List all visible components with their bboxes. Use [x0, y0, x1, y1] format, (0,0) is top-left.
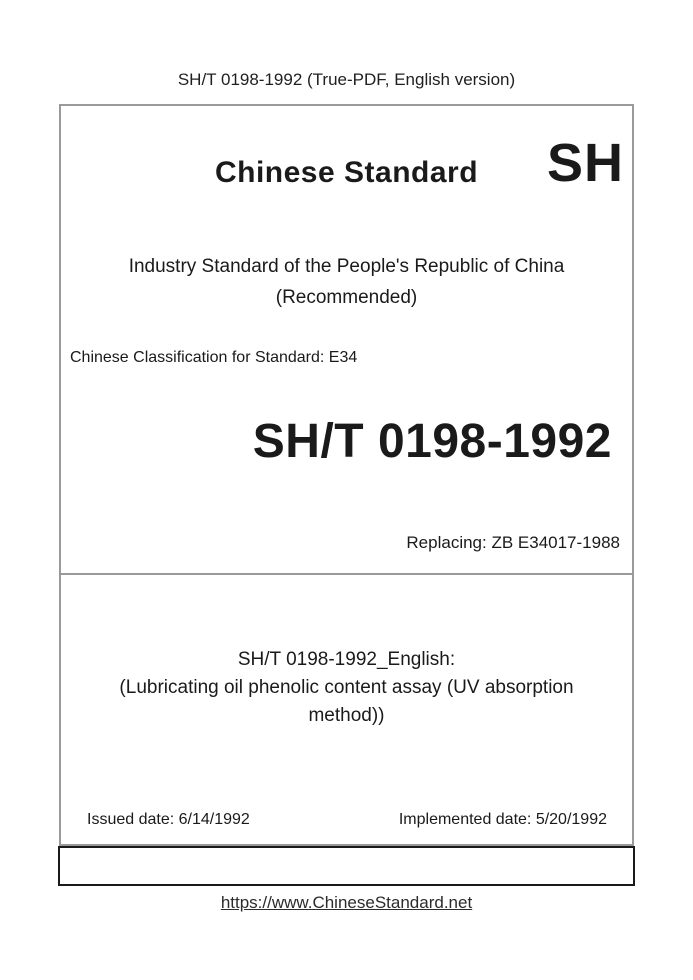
standard-code: SH/T 0198-1992 [252, 415, 612, 468]
standard-title-line2: (Lubricating oil phenolic content assay (UV absorption [119, 677, 574, 698]
issued-date-label: Issued date: 6/14/1992 [87, 811, 250, 828]
classification-label: Chinese Classification for Standard: E34 [70, 349, 358, 366]
replacing-label: Replacing: ZB E34017-1988 [406, 533, 620, 552]
org-statement-line1: Industry Standard of the People's Republic of China [128, 256, 565, 277]
website-link[interactable]: https://www.ChineseStandard.net [220, 893, 473, 912]
section-divider [59, 573, 634, 575]
standard-title-line3: method)) [308, 705, 385, 726]
implemented-date-label: Implemented date: 5/20/1992 [398, 811, 607, 828]
document-header-title: SH/T 0198-1992 (True-PDF, English version) [177, 70, 516, 89]
brand-title: Chinese Standard [214, 156, 479, 189]
empty-footer-box [58, 846, 635, 886]
standard-cover-box [59, 104, 634, 846]
sh-logo: SH [546, 133, 624, 193]
footer-link-container [0, 893, 693, 913]
org-statement-line2: (Recommended) [275, 287, 418, 308]
standard-title-block [61, 646, 632, 730]
standard-title-line1: SH/T 0198-1992_English: [237, 649, 456, 670]
